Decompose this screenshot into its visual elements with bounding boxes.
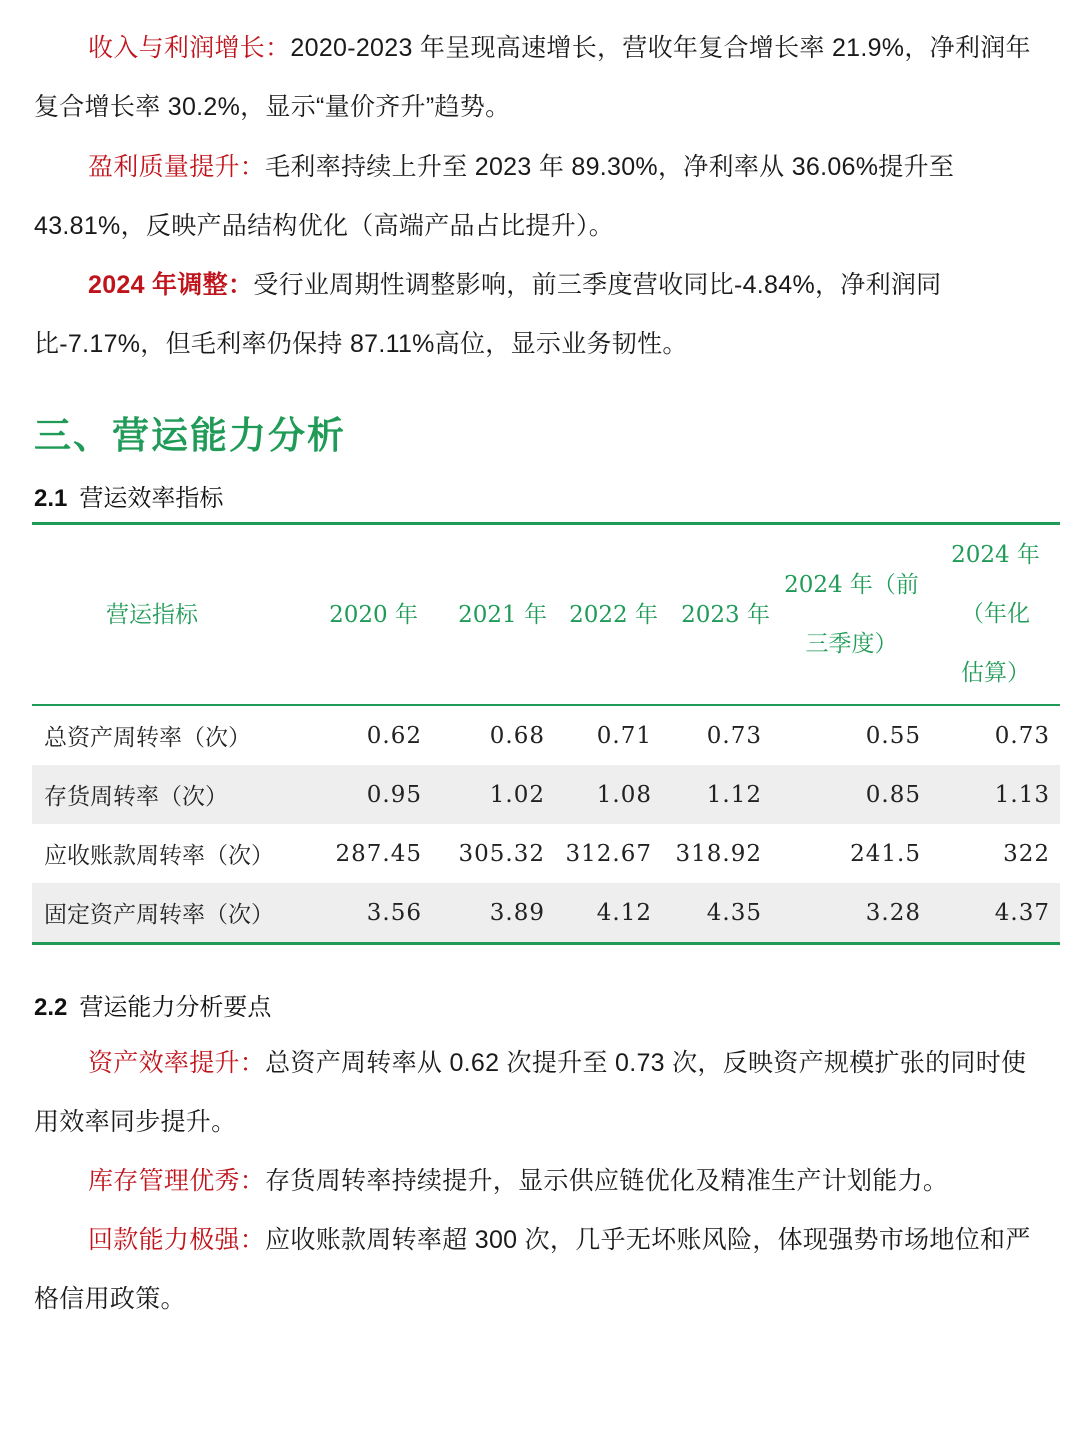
paragraph-inventory-management [34,1152,1034,1211]
paragraph-2024-adjustment [34,256,1034,374]
table-cell: 0.71 [596,722,652,749]
subsection-title-2-1 [34,478,223,513]
table-header-cell: 2023 年 [681,601,770,628]
row-label: 固定资产周转率（次） [32,883,272,942]
table-cell: 4.12 [555,883,662,942]
table-cell: 4.37 [931,883,1060,942]
subsection-title-2-2 [34,987,271,1022]
table-header-cell [772,525,931,704]
row-label: 应收账款周转率（次） [44,843,274,869]
subsection-number: 2.1 [34,485,68,512]
table-cell: 3.89 [432,883,555,942]
subsection-number: 2.2 [34,994,68,1021]
table-cell: 305.32 [458,840,545,867]
table-cell: 1.02 [432,765,555,824]
table-row [32,706,1060,765]
table-cell: 318.92 [675,840,762,867]
paragraph-lead: 资产效率提升： [88,1049,266,1077]
table-header-cell: 营运指标 [106,601,198,628]
table-header-cell: 2021 年 [458,601,547,628]
table-cell: 4.35 [662,883,772,942]
table-cell: 1.08 [555,765,662,824]
section-title: 三、营运能力分析 [34,413,346,457]
table-header-cell: 2022 年 [569,601,658,628]
table-row [32,824,1060,883]
table-cell: 0.68 [489,722,545,749]
table-cell: 0.73 [706,722,762,749]
header-line: 三季度） [805,630,898,657]
paragraph-profit-quality [34,138,1034,256]
header-line: 估算） [960,660,1030,686]
table-row [32,765,1060,824]
subsection-text: 营运能力分析要点 [79,994,272,1021]
paragraph-text: 总资产周转率从 0.62 次提升至 0.73 次，反映资产规模扩张的同时使用效率同步提升。 [34,1049,1027,1136]
table-cell: 287.45 [335,840,422,867]
paragraph-text: 存货周转率持续提升，显示供应链优化及精准生产计划能力。 [265,1167,949,1195]
paragraph-text: 毛利率持续上升至 2023 年 89.30%，净利率从 36.06%提升至 43.81%，反映产品结构优化（高端产品占比提升）。 [34,153,955,240]
paragraph-asset-efficiency [34,1034,1034,1152]
table-cell: 0.62 [366,722,422,749]
header-line: （年化 [960,601,1030,627]
table-cell: 0.73 [994,722,1050,749]
table-header-cell [931,525,1060,704]
table-cell: 241.5 [850,840,921,867]
paragraph-text: 受行业周期性调整影响，前三季度营收同比-4.84%，净利润同比-7.17%，但毛利率仍保持 87.11%高位，显示业务韧性。 [34,271,942,358]
paragraph-lead: 回款能力极强： [88,1226,266,1254]
table-cell: 0.95 [272,765,432,824]
subsection-text: 营运效率指标 [79,485,224,512]
paragraph-lead: 2024 年调整： [88,271,254,299]
table-bottom-rule [32,942,1060,945]
paragraph-lead: 收入与利润增长： [88,34,291,62]
table-cell: 1.13 [931,765,1060,824]
paragraph-collection-ability [34,1211,1034,1329]
row-label: 存货周转率（次） [32,765,272,824]
header-line: 2024 年 [951,542,1040,568]
table-cell: 0.55 [865,722,921,749]
table-cell: 0.85 [772,765,931,824]
paragraph-text: 应收账款周转率超 300 次，几乎无坏账风险，体现强势市场地位和严格信用政策。 [34,1226,1031,1313]
paragraph-lead: 盈利质量提升： [88,153,266,181]
table-header-row [32,525,1060,704]
table-row [32,883,1060,942]
table-cell: 322 [1003,840,1050,867]
table-cell: 3.28 [772,883,931,942]
paragraph-lead: 库存管理优秀： [88,1167,266,1195]
table-cell: 312.67 [565,840,652,867]
table-header-cell: 2020 年 [329,601,418,628]
paragraph-text: 2020-2023 年呈现高速增长，营收年复合增长率 21.9%，净利润年复合增长率 30.2%，显示“量价齐升”趋势。 [34,34,1031,121]
header-line: 2024 年（前 [784,571,919,598]
operating-efficiency-table [32,522,1060,945]
paragraph-revenue-growth [34,19,1034,137]
table-cell: 1.12 [662,765,772,824]
row-label: 总资产周转率（次） [44,725,251,751]
table-cell: 3.56 [272,883,432,942]
